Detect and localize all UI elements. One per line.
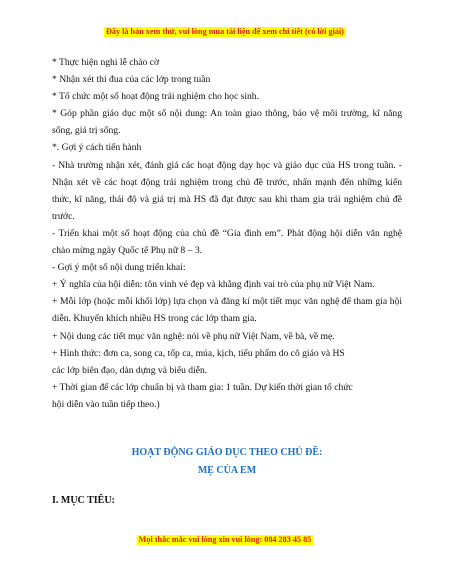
paragraph: * Thực hiện nghi lễ chào cờ <box>52 57 160 68</box>
spacer <box>52 413 402 444</box>
paragraph: * Nhận xét thi đua của các lớp trong tuần <box>52 74 211 86</box>
paragraph: - Gợi ý một số nội dung triển khai: <box>52 262 186 274</box>
contact-banner: Mọi thắc mắc vui lòng xin vui lòng: 084 283 45 85 <box>138 535 312 544</box>
paragraph: - Nhà trường nhận xét, đánh giá các hoạt động dạy học và giáo dục của HS trong tuần. - Nhận xét về các hoạt động trải nghiệm trong chủ đề trước, nhấn mạnh đến những kiến thức, kĩ năng, thái độ và giá trị mà HS đã đạt được sau khi tham gia trải nghiệm chủ đề trước. <box>52 159 402 222</box>
section-heading: I. MỤC TIÊU: <box>52 494 115 506</box>
paragraph: * Góp phần giáo dục một số nội dung: An toàn giao thông, bảo vệ môi trường, kĩ năng sống, giá trị sống. <box>52 108 402 137</box>
preview-notice-banner: Đây là bản xem thử, vui lòng mua tài liệu để xem chi tiết (có lời giải) <box>105 27 345 36</box>
paragraph: + Thời gian để các lớp chuẩn bị và tham gia: 1 tuần. Dự kiến thời gian tổ chức <box>52 381 353 393</box>
document-body <box>52 54 402 510</box>
topic-subtitle: MẸ CỦA EM <box>197 464 257 476</box>
topic-title: HOẠT ĐỘNG GIÁO DỤC THEO CHỦ ĐỀ: <box>131 446 323 458</box>
paragraph: - Triển khai một số hoạt động của chủ đề “Gia đình em”. Phát động hội diễn văn nghệ chào mừng ngày Quốc tế Phụ nữ 8 – 3. <box>52 227 402 257</box>
paragraph: hội diễn vào tuần tiếp theo.) <box>52 398 160 410</box>
paragraph: + Hình thức: đơn ca, song ca, tốp ca, múa, kịch, tiểu phẩm do cô giáo và HS <box>52 347 345 359</box>
paragraph: *. Gợi ý cách tiến hành <box>52 142 142 154</box>
paragraph: + Ý nghĩa của hội diễn: tôn vinh vẻ đẹp và khẳng định vai trò của phụ nữ Việt Nam. <box>52 279 375 291</box>
paragraph: * Tổ chức một số hoạt động trải nghiệm cho học sinh. <box>52 91 259 103</box>
paragraph: + Nội dung các tiết mục văn nghệ: nói về phụ nữ Việt Nam, về bà, về mẹ. <box>52 330 335 342</box>
paragraph: các lớp biên đạo, dàn dựng và biểu diễn. <box>52 364 208 376</box>
paragraph: + Mỗi lớp (hoặc mỗi khối lớp) lựa chọn và đăng kí một tiết mục văn nghệ để tham gia hội diễn. Khuyến khích nhiều HS trong các lớp tham gia. <box>52 296 402 325</box>
